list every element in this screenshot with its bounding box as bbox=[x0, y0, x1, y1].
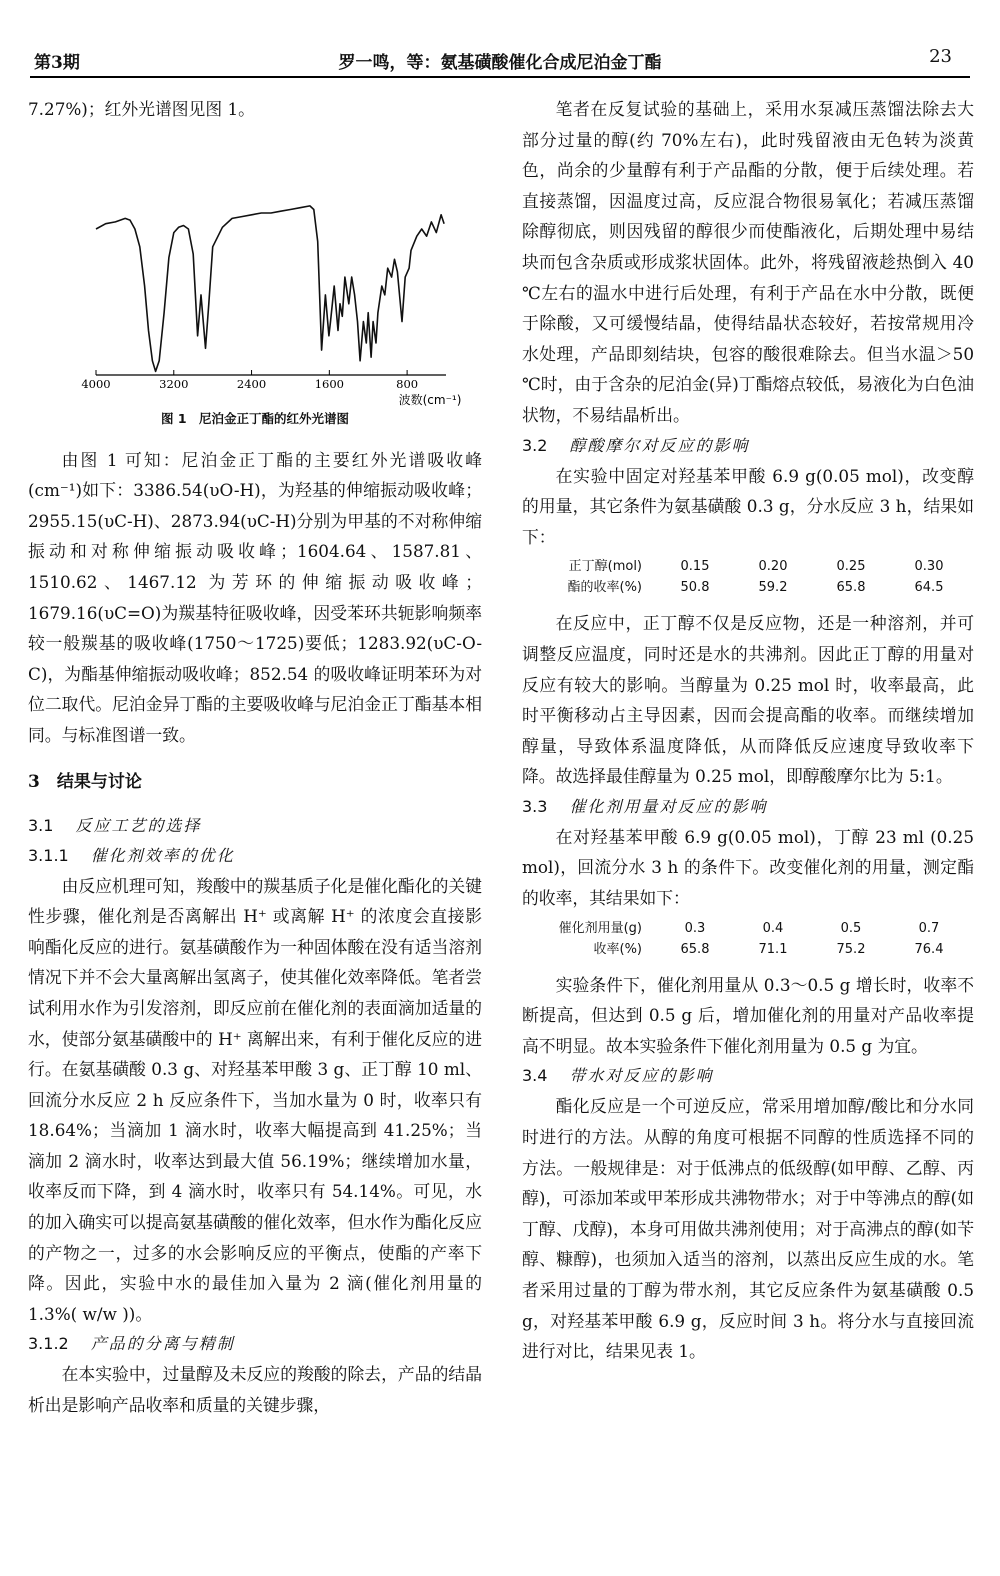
table-row bbox=[522, 918, 974, 939]
table-row bbox=[522, 939, 974, 960]
subsection-heading bbox=[522, 792, 974, 822]
row-label: 催化剂用量(g) bbox=[558, 920, 642, 936]
section-title: 醇酸摩尔对反应的影响 bbox=[569, 435, 750, 455]
subsection-heading bbox=[522, 431, 974, 461]
page-header bbox=[0, 0, 1000, 74]
x-tick-label: 2400 bbox=[236, 376, 267, 391]
x-tick-label: 800 bbox=[396, 376, 419, 391]
section-number: 3.1.2 bbox=[28, 1334, 69, 1354]
running-title: 罗一鸣，等：氨基磺酸催化合成尼泊金丁酯 bbox=[338, 53, 662, 73]
section-title: 催化剂效率的优化 bbox=[90, 845, 235, 865]
x-tick-label: 1600 bbox=[314, 376, 344, 391]
table-cell: 64.5 bbox=[914, 580, 944, 596]
paragraph: 在对羟基苯甲酸 6.9 g(0.05 mol)，丁醇 23 ml (0.25 mol)，回流分水 3 h 的条件下。改变催化剂的用量，测定酯的收率，其结果如下： bbox=[522, 826, 974, 909]
table-row bbox=[522, 577, 974, 598]
table-cell: 50.8 bbox=[680, 580, 710, 596]
alcohol-yield-table bbox=[522, 556, 974, 598]
paragraph: 在本实验中，过量醇及未反应的羧酸的除去，产品的结晶析出是影响产品收率和质量的关键步骤， bbox=[28, 1364, 482, 1416]
paragraph: 实验条件下，催化剂用量从 0.3～0.5 g 增长时，收率不断提高，但达到 0.5 g 后，增加催化剂的用量对产品收率提高不明显。故本实验条件下催化剂用量为 0.5 g 为宜。 bbox=[522, 974, 974, 1056]
paragraph: 在反应中，正丁醇不仅是反应物，还是一种溶剂，并可调整反应温度，同时还是水的共沸剂。因此正丁醇的用量对反应有较大的影响。当醇量为 0.25 mol 时，收率最高，此时平衡移动占主导因素，因而会提高酯的收率。而继续增加醇量，导致体系温度降低，从而降低反应速度导致收率下降。故选择最佳醇量为 0.25 mol，即醇酸摩尔比为 5:1。 bbox=[522, 613, 974, 787]
paragraph: 在实验中固定对羟基苯甲酸 6.9 g(0.05 mol)，改变醇的用量，其它条件为氨基磺酸 0.3 g，分水反应 3 h，结果如下： bbox=[522, 465, 974, 547]
paragraph: 酯化反应是一个可逆反应，常采用增加醇/酸比和分水同时进行的方法。从醇的角度可根据不同醇的性质选择不同的方法。一般规律是：对于低沸点的低级醇(如甲醇、乙醇、丙醇)，可添加苯或甲苯形成共沸物带水；对于中等沸点的醇(如丁醇、戊醇)，本身可用做共沸剂使用；对于高沸点的醇(如苄醇、糠醇)，也须加入适当的溶剂，以蒸出反应生成的水。笔者采用过量的丁醇为带水剂，其它反应条件为氨基磺酸 0.5 g，对羟基苯甲酸 6.9 g，反应时间 3 h。将分水与直接回流进行对比，结果见表 1。 bbox=[522, 1096, 974, 1362]
table-cell: 59.2 bbox=[758, 580, 788, 596]
x-tick-label: 4000 bbox=[81, 376, 111, 391]
table-cell: 0.20 bbox=[758, 559, 788, 575]
subsection-heading bbox=[28, 841, 482, 871]
section-number: 3.1 bbox=[28, 815, 54, 835]
subsection-heading bbox=[522, 1061, 974, 1091]
section-number: 3.4 bbox=[522, 1066, 548, 1086]
row-label: 收率(%) bbox=[593, 941, 642, 957]
table-cell: 0.15 bbox=[680, 559, 710, 575]
table-cell: 65.8 bbox=[680, 941, 710, 957]
table-row bbox=[522, 556, 974, 577]
section-number: 3.3 bbox=[522, 796, 548, 816]
section-title: 带水对反应的影响 bbox=[569, 1066, 714, 1086]
figure-caption: 图 1 尼泊金正丁酯的红外光谱图 bbox=[160, 410, 350, 426]
section-number: 3.1.1 bbox=[28, 845, 69, 865]
section-title: 产品的分离与精制 bbox=[90, 1334, 235, 1354]
issue-number: 第3期 bbox=[34, 53, 80, 73]
paragraph: 由图 1 可知：尼泊金正丁酯的主要红外光谱吸收峰(cm⁻¹)如下：3386.54(υO-H)，为羟基的伸缩振动吸收峰；2955.15(υC-H)、2873.94(υC-H)分别为甲基的不对称伸缩振动和对称伸缩振动吸收峰；1604.64、1587.81、1510.62、1467.12 为芳环的伸缩振动吸收峰；1679.16(υC=O)为羰基特征吸收峰，因受苯环共轭影响频率较一般羰基的吸收峰(1750～1725)要低；1283.92(υC-O-C)，为酯基伸缩振动吸收峰；852.54 的吸收峰证明苯环为对位二取代。尼泊金异丁酯的主要吸收峰与尼泊金正丁酯基本相同。与标准图谱一致。 bbox=[28, 449, 482, 745]
table-cell: 76.4 bbox=[914, 941, 944, 957]
table-cell: 75.2 bbox=[836, 941, 866, 957]
x-axis-label: 波数(cm⁻¹) bbox=[398, 392, 462, 407]
table-cell: 0.5 bbox=[840, 920, 862, 936]
x-tick-label: 3200 bbox=[159, 376, 189, 391]
paragraph: 7.27%)；红外光谱图见图 1。 bbox=[28, 99, 255, 119]
section-heading: 3 结果与讨论 bbox=[28, 771, 142, 792]
table-cell: 71.1 bbox=[758, 941, 788, 957]
table-cell: 0.3 bbox=[684, 920, 706, 936]
section-title: 催化剂用量对反应的影响 bbox=[569, 796, 768, 816]
table-cell: 0.30 bbox=[914, 559, 944, 575]
table-cell: 0.7 bbox=[918, 920, 940, 936]
row-label: 酯的收率(%) bbox=[567, 580, 642, 596]
subsection-heading bbox=[28, 1329, 482, 1359]
ir-spectrum-figure bbox=[28, 127, 482, 427]
table-cell: 65.8 bbox=[836, 580, 866, 596]
row-label: 正丁醇(mol) bbox=[568, 559, 642, 575]
left-column bbox=[28, 94, 482, 1421]
table-cell: 0.25 bbox=[836, 559, 866, 575]
section-title: 反应工艺的选择 bbox=[75, 815, 202, 835]
table-cell: 0.4 bbox=[762, 920, 784, 936]
paragraph: 笔者在反复试验的基础上，采用水泵减压蒸馏法除去大部分过量的醇(约 70%左右)，此时残留液由无色转为淡黄色，尚余的少量醇有利于产品酯的分散，便于后续处理。若直接蒸馏，因温度过高，反应混合物很易氧化；若减压蒸馏除醇彻底，则因残留的醇很少而使酯液化，后期处理中易结块而包含杂质或形成浆状固体。此外，将残留液趁热倒入 40 ℃左右的温水中进行后处理，有利于产品在水中分散，既便于除酸，又可缓慢结晶，使得结晶状态较好，若按常规用冷水处理，产品即刻结块，包容的酸很难除去。但当水温＞50 ℃时，由于含杂的尼泊金(异)丁酯熔点较低，易液化为白色油状物，不易结晶析出。 bbox=[522, 99, 974, 425]
subsection-heading bbox=[28, 811, 482, 841]
spectrum-line bbox=[96, 205, 444, 371]
page-number: 23 bbox=[929, 46, 952, 67]
paragraph: 由反应机理可知，羧酸中的羰基质子化是催化酯化的关键性步骤，催化剂是否离解出 H⁺ 或离解 H⁺ 的浓度会直接影响酯化反应的进行。氨基磺酸作为一种固体酸在没有适当溶剂情况下并不会大量离解出氢离子，使其催化效率降低。笔者尝试利用水作为引发溶剂，即反应前在催化剂的表面滴加适量的水，使部分氨基磺酸中的 H⁺ 离解出来，有利于催化反应的进行。在氨基磺酸 0.3 g、对羟基苯甲酸 3 g、正丁醇 10 ml、回流分水反应 2 h 反应条件下，当加水量为 0 时，收率只有 18.64%；当滴加 1 滴水时，收率大幅提高到 41.25%；当滴加 2 滴水时，收率达到最大值 56.19%；继续增加水量，收率反而下降，到 4 滴水时，收率只有 54.14%。可见，水的加入确实可以提高氨基磺酸的催化效率，但水作为酯化反应的产物之一，过多的水会影响反应的平衡点，使酯的产率下降。因此，实验中水的最佳加入量为 2 滴(催化剂用量的 1.3%( w/w ))。 bbox=[28, 875, 482, 1324]
section-number: 3.2 bbox=[522, 435, 548, 455]
catalyst-yield-table bbox=[522, 918, 974, 960]
header-rule bbox=[30, 76, 970, 78]
right-column bbox=[522, 94, 974, 1367]
ir-spectrum-chart bbox=[28, 127, 482, 407]
